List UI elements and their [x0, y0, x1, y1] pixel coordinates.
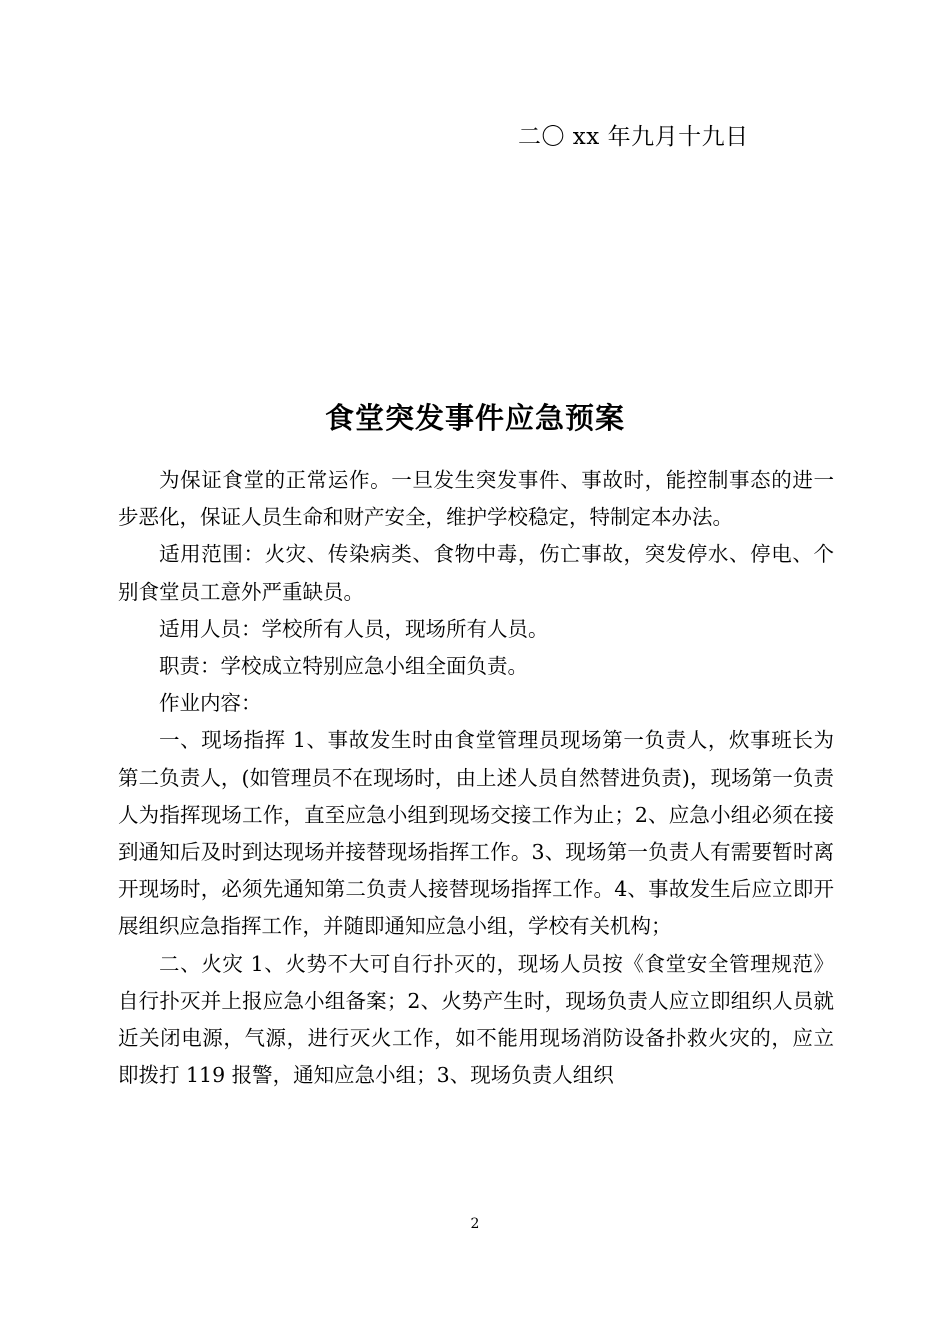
paragraph-fire: 二、火灾 1、火势不大可自行扑灭的，现场人员按《食堂安全管理规范》自行扑灭并上报应急小组备案；2、火势产生时，现场负责人应立即组织人员就近关闭电源，气源，进行灭火工作，如不能用现场消防设备扑救火灾的，应立即拨打 119 报警，通知应急小组；3、现场负责人组织	[118, 951, 834, 1088]
paragraph-on-site-command: 一、现场指挥 1、事故发生时由食堂管理员现场第一负责人，炊事班长为第二负责人，(如管理员不在现场时，由上述人员自然替进负责)，现场第一负责人为指挥现场工作，直至应急小组到现场交接工作为止；2、应急小组必须在接到通知后及时到达现场并接替现场指挥工作。3、现场第一负责人有需要暂时离开现场时，必须先通知第二负责人接替现场指挥工作。4、事故发生后应立即开展组织应急指挥工作，并随即通知应急小组，学校有关机构；	[118, 728, 834, 939]
page-number: 2	[470, 1216, 480, 1232]
document-date: 二〇 xx 年九月十九日	[518, 124, 749, 150]
paragraph-purpose: 为保证食堂的正常运作。一旦发生突发事件、事故时，能控制事态的进一步恶化，保证人员生命和财产安全，维护学校稳定，特制定本办法。	[118, 468, 834, 530]
paragraph-applicable-personnel: 适用人员：学校所有人员，现场所有人员。	[159, 616, 549, 641]
paragraph-scope: 适用范围：火灾、传染病类、食物中毒，伤亡事故，突发停水、停电、个别食堂员工意外严重缺员。	[118, 542, 834, 604]
document-body	[118, 462, 834, 1094]
paragraph-work-content: 作业内容：	[159, 691, 262, 716]
paragraph-responsibility: 职责：学校成立特别应急小组全面负责。	[159, 654, 528, 679]
document-title: 食堂突发事件应急预案	[324, 401, 625, 435]
